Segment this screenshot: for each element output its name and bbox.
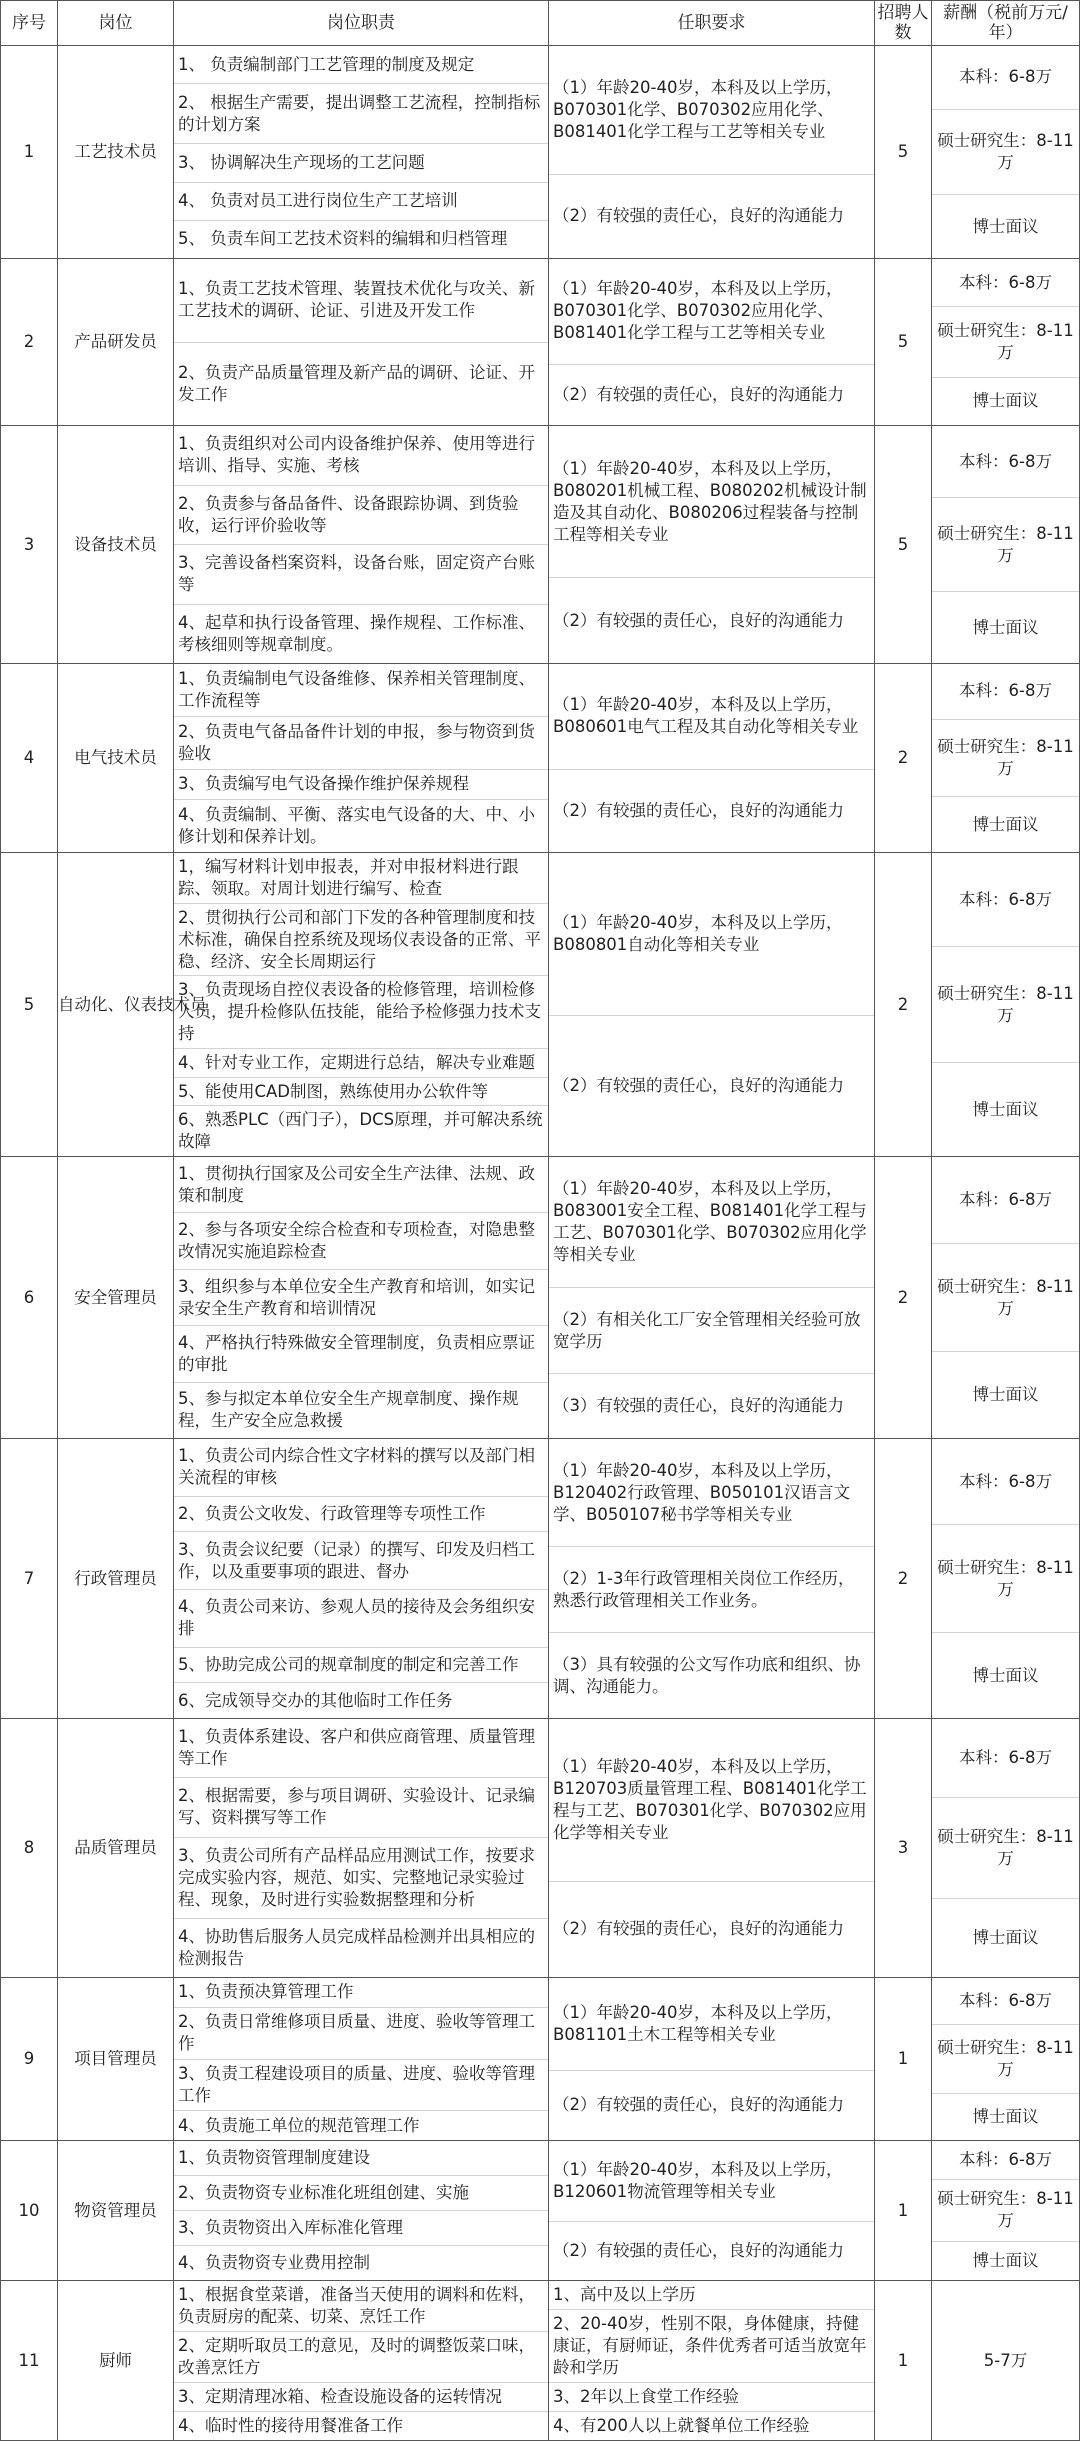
row-number: 11 (1, 2281, 58, 2441)
table-row (1, 1978, 1080, 2141)
position-name: 行政管理员 (58, 1439, 174, 1719)
duties-cell-line: 5、参与拟定本单位安全生产规章制度、操作规程，生产安全应急救援 (178, 1389, 519, 1431)
duties-cell-lines (174, 1978, 548, 2140)
requirements-cell (549, 2141, 875, 2281)
duties-cell-line: 3、定期清理冰箱、检查设施设备的运转情况 (174, 2383, 548, 2412)
duties-cell (174, 1978, 549, 2141)
duties-cell-line: 6、完成领导交办的其他临时工作任务 (178, 1690, 453, 1710)
salary-cell-lines (932, 2141, 1079, 2280)
duties-cell (174, 1157, 549, 1439)
row-number: 10 (1, 2141, 58, 2281)
position-name: 工艺技术员 (58, 46, 174, 259)
header-position: 岗位 (58, 1, 174, 46)
requirements-cell-line: （2）有较强的责任心，良好的沟通能力 (553, 610, 844, 630)
salary-cell-line: 硕士研究生：8-11万 (932, 2025, 1079, 2094)
requirements-cell (549, 1978, 875, 2141)
duties-cell-line: 3、负责编写电气设备操作维护保养规程 (174, 770, 548, 801)
duties-cell-line: 3、负责工程建设项目的质量、进度、验收等管理工作 (174, 2060, 548, 2112)
row-number: 6 (1, 1157, 58, 1439)
header-no: 序号 (1, 1, 58, 46)
duties-cell-lines (174, 2141, 548, 2280)
requirements-cell-line: （1）年龄20-40岁，本科及以上学历，B080201机械工程、B080202机械设计制造及其自动化、B080206过程装备与控制工程等相关专业 (549, 426, 874, 578)
header-requirements: 任职要求 (549, 1, 875, 46)
hire-count: 3 (875, 1719, 932, 1978)
salary-cell-lines (932, 46, 1079, 258)
requirements-cell-line: （1）年龄20-40岁，本科及以上学历，B081101土木工程等相关专业 (549, 1978, 874, 2071)
hire-count: 5 (875, 426, 932, 664)
salary-cell-line: 本科：6-8万 (932, 2141, 1079, 2180)
salary-cell (932, 664, 1080, 853)
duties-cell-line: 2、负责电气备品备件计划的申报，参与物资到货验收 (174, 717, 548, 770)
hire-count: 1 (875, 1978, 932, 2141)
requirements-cell-line: （2）有相关化工厂安全管理相关经验可放宽学历 (549, 1288, 874, 1375)
position-name: 物资管理员 (58, 2141, 174, 2281)
header-salary: 薪酬（税前万元/年） (932, 1, 1080, 46)
duties-cell-line: 2、负责日常维修项目质量、进度、验收等管理工作 (174, 2008, 548, 2060)
hire-count: 2 (875, 664, 932, 853)
requirements-cell (549, 664, 875, 853)
duties-cell-line: 4、负责公司来访、参观人员的接待及会务组织安排 (174, 1590, 548, 1648)
requirements-cell (549, 426, 875, 664)
hire-count: 5 (875, 46, 932, 259)
duties-cell-line: 4、负责编制、平衡、落实电气设备的大、中、小修计划和保养计划。 (178, 805, 535, 847)
salary-cell-line: 博士面议 (972, 216, 1039, 236)
salary-cell-line: 博士面议 (972, 2250, 1039, 2270)
table-header-row (1, 1, 1080, 46)
duties-cell-line: 4、负责物资专业费用控制 (178, 2253, 370, 2272)
duties-cell-line: 2、负责公文收发、行政管理等专项性工作 (174, 1497, 548, 1533)
salary-cell-line: 硕士研究生：8-11万 (932, 1525, 1079, 1633)
duties-cell-line: 4、起草和执行设备管理、操作规程、工作标准、考核细则等规章制度。 (178, 612, 535, 654)
duties-cell-line: 1、负责预决算管理工作 (174, 1978, 548, 2008)
duties-cell-line: 3、负责公司所有产品样品应用测试工作，按要求完成实验内容，规范、如实、完整地记录实验过程、现象，及时进行实验数据整理和分析 (174, 1838, 548, 1919)
duties-cell-line: 3、完善设备档案资料，设备台账，固定资产台账等 (174, 545, 548, 605)
salary-cell (932, 426, 1080, 664)
table-row (1, 426, 1080, 664)
requirements-cell-line: 3、2年以上食堂工作经验 (549, 2383, 874, 2412)
hire-count: 5 (875, 259, 932, 426)
salary-cell-line: 博士面议 (972, 1099, 1039, 1119)
salary-cell-lines (932, 1439, 1079, 1718)
table-row (1, 664, 1080, 853)
duties-cell-line: 4、临时性的接待用餐准备工作 (178, 2416, 403, 2435)
position-name: 电气技术员 (58, 664, 174, 853)
salary-cell (932, 2141, 1080, 2281)
position-name: 品质管理员 (58, 1719, 174, 1978)
duties-cell-line: 4、负责施工单位的规范管理工作 (178, 2115, 420, 2135)
table-row (1, 1719, 1080, 1978)
position-name: 产品研发员 (58, 259, 174, 426)
duties-cell-line: 2、负责参与备品备件、设备跟踪协调、到货验收，运行评价验收等 (174, 486, 548, 546)
requirements-cell-line: （2）有较强的责任心，良好的沟通能力 (553, 2095, 844, 2115)
duties-cell-line: 1、 负责编制部门工艺管理的制度及规定 (174, 46, 548, 84)
duties-cell (174, 426, 549, 664)
salary-cell-line: 本科：6-8万 (932, 46, 1079, 110)
table-row (1, 853, 1080, 1157)
duties-cell-line: 3、组织参与本单位安全生产教育和培训，如实记录安全生产教育和培训情况 (174, 1270, 548, 1326)
salary-cell-line: 硕士研究生：8-11万 (932, 947, 1079, 1063)
duties-cell (174, 2141, 549, 2281)
requirements-cell-line: （3）有较强的责任心，良好的沟通能力 (553, 1396, 844, 1416)
salary-cell-line: 博士面议 (972, 617, 1039, 637)
duties-cell-line: 2、贯彻执行公司和部门下发的各种管理制度和技术标准，确保自控系统及现场仪表设备的正常、平稳、经济、安全长周期运行 (174, 904, 548, 977)
requirements-cell-lines (549, 46, 874, 258)
salary-cell-line: 本科：6-8万 (932, 664, 1079, 720)
requirements-cell-line: （2）有较强的责任心，良好的沟通能力 (553, 384, 844, 404)
duties-cell-line: 1、负责公司内综合性文字材料的撰写以及部门相关流程的审核 (174, 1439, 548, 1497)
requirements-cell (549, 46, 875, 259)
requirements-cell-lines (549, 426, 874, 663)
header-count: 招聘人数 (875, 1, 932, 46)
duties-cell-line: 5、能使用CAD制图，熟练使用办公软件等 (174, 1078, 548, 1107)
salary-cell-line: 本科：6-8万 (932, 259, 1079, 307)
header-duties: 岗位职责 (174, 1, 549, 46)
duties-cell-line: 4、严格执行特殊做安全管理制度，负责相应票证的审批 (174, 1326, 548, 1382)
duties-cell-line: 2、根据需要，参与项目调研、实验设计、记录编写、资料撰写等工作 (174, 1778, 548, 1837)
duties-cell-line: 3、负责会议纪要（记录）的撰写、印发及归档工作，以及重要事项的跟进、督办 (174, 1532, 548, 1590)
salary-cell-line: 硕士研究生：8-11万 (932, 307, 1079, 377)
requirements-cell (549, 1439, 875, 1719)
duties-cell-line: 2、定期听取员工的意见，及时的调整饭菜口味，改善烹饪方 (174, 2332, 548, 2383)
salary-cell-lines (932, 664, 1079, 852)
duties-cell-line: 1、负责体系建设、客户和供应商管理、质量管理等工作 (174, 1719, 548, 1778)
duties-cell-line: 5、 负责车间工艺技术资料的编辑和归档管理 (178, 229, 508, 249)
salary-cell-line: 硕士研究生：8-11万 (932, 2180, 1079, 2241)
requirements-cell (549, 259, 875, 426)
row-number: 3 (1, 426, 58, 664)
salary-cell-line: 博士面议 (972, 1665, 1039, 1685)
requirements-cell-lines (549, 2281, 874, 2440)
salary-cell-line: 博士面议 (972, 391, 1039, 411)
duties-cell (174, 853, 549, 1157)
duties-cell (174, 664, 549, 853)
table-row (1, 2281, 1080, 2441)
salary-cell (932, 2281, 1080, 2441)
salary-cell-line: 本科：6-8万 (932, 853, 1079, 947)
requirements-cell-line: （2）有较强的责任心，良好的沟通能力 (553, 1076, 844, 1095)
salary-cell-line: 博士面议 (972, 2107, 1039, 2126)
position-name: 安全管理员 (58, 1157, 174, 1439)
duties-cell-line: 4、协助售后服务人员完成样品检测并出具相应的检测报告 (178, 1926, 535, 1968)
hire-count: 1 (875, 2281, 932, 2441)
duties-cell (174, 259, 549, 426)
salary-cell-lines (932, 853, 1079, 1156)
duties-cell-line: 3、 协调解决生产现场的工艺问题 (174, 144, 548, 182)
requirements-cell-lines (549, 664, 874, 852)
salary-cell (932, 259, 1080, 426)
row-number: 7 (1, 1439, 58, 1719)
requirements-cell-line: 4、有200人以上就餐单位工作经验 (553, 2416, 810, 2435)
duties-cell-lines (174, 46, 548, 258)
duties-cell-line: 1、负责工艺技术管理、装置技术优化与攻关、新工艺技术的调研、论证、引进及开发工作 (174, 259, 548, 343)
row-number: 2 (1, 259, 58, 426)
salary-cell-line: 本科：6-8万 (932, 426, 1079, 498)
salary-cell-lines (932, 259, 1079, 425)
requirements-cell-lines (549, 853, 874, 1156)
salary-cell-line: 博士面议 (972, 1385, 1039, 1405)
requirements-cell-lines (549, 1978, 874, 2140)
row-number: 9 (1, 1978, 58, 2141)
hire-count: 1 (875, 2141, 932, 2281)
hire-count: 2 (875, 1157, 932, 1439)
salary-cell (932, 1157, 1080, 1439)
duties-cell (174, 1719, 549, 1978)
salary-cell-line: 硕士研究生：8-11万 (932, 1244, 1079, 1353)
requirements-cell-line: （2）1-3年行政管理相关岗位工作经历，熟悉行政管理相关工作业务。 (549, 1547, 874, 1633)
duties-cell (174, 2281, 549, 2441)
salary-cell (932, 1719, 1080, 1978)
duties-cell-line: 2、 根据生产需要，提出调整工艺流程，控制指标的计划方案 (174, 84, 548, 144)
duties-cell-lines (174, 1439, 548, 1718)
duties-cell-lines (174, 1157, 548, 1438)
salary-cell-line: 硕士研究生：8-11万 (932, 110, 1079, 196)
requirements-cell-lines (549, 2141, 874, 2280)
requirements-cell-line: （1）年龄20-40岁，本科及以上学历，B120703质量管理工程、B081401化学工程与工艺、B070301化学、B070302应用化学等相关专业 (549, 1719, 874, 1882)
salary-cell (932, 1439, 1080, 1719)
salary-cell (932, 1978, 1080, 2141)
row-number: 8 (1, 1719, 58, 1978)
duties-cell-line: 3、负责现场自控仪表设备的检修管理，培训检修人员，提升检修队伍技能，能给予检修强力技术支持 (174, 976, 548, 1049)
duties-cell (174, 1439, 549, 1719)
duties-cell-lines (174, 664, 548, 852)
duties-cell-line: 1、根据食堂菜谱，准备当天使用的调料和佐料，负责厨房的配菜、切菜、烹饪工作 (174, 2281, 548, 2332)
requirements-cell-line: （1）年龄20-40岁，本科及以上学历，B120601物流管理等相关专业 (549, 2141, 874, 2222)
duties-cell-line: 3、负责物资出入库标准化管理 (174, 2211, 548, 2246)
requirements-cell-line: 1、高中及以上学历 (549, 2281, 874, 2310)
requirements-cell-line: （1）年龄20-40岁，本科及以上学历，B120402行政管理、B050101汉语言文学、B050107秘书学等相关专业 (549, 1439, 874, 1547)
table-row (1, 259, 1080, 426)
table-row (1, 1439, 1080, 1719)
duties-cell (174, 46, 549, 259)
requirements-cell-line: （2）有较强的责任心，良好的沟通能力 (553, 2241, 844, 2260)
requirements-cell-line: （2）有较强的责任心，良好的沟通能力 (553, 800, 844, 820)
requirements-cell-line: （1）年龄20-40岁，本科及以上学历，B070301化学、B070302应用化学、B081401化学工程与工艺等相关专业 (549, 46, 874, 175)
requirements-cell (549, 1719, 875, 1978)
position-name: 项目管理员 (58, 1978, 174, 2141)
duties-cell-line: 6、熟悉PLC（西门子），DCS原理，并可解决系统故障 (178, 1110, 543, 1152)
salary-cell-line: 本科：6-8万 (932, 1978, 1079, 2025)
salary-cell-line: 本科：6-8万 (932, 1719, 1079, 1798)
duties-cell-line: 1、负责组织对公司内设备维护保养、使用等进行培训、指导、实施、考核 (174, 426, 548, 486)
requirements-cell (549, 853, 875, 1157)
duties-cell-line: 5、协助完成公司的规章制度的制定和完善工作 (174, 1648, 548, 1684)
requirements-cell-lines (549, 259, 874, 425)
duties-cell-lines (174, 2281, 548, 2440)
row-number: 1 (1, 46, 58, 259)
position-name: 厨师 (58, 2281, 174, 2441)
salary-cell-lines (932, 1157, 1079, 1438)
position-name: 设备技术员 (58, 426, 174, 664)
duties-cell-line: 4、 负责对员工进行岗位生产工艺培训 (174, 183, 548, 221)
requirements-cell-line: （1）年龄20-40岁，本科及以上学历，B083001安全工程、B081401化学工程与工艺、B070301化学、B070302应用化学等相关专业 (549, 1157, 874, 1288)
salary-cell-line: 硕士研究生：8-11万 (932, 498, 1079, 592)
duties-cell-line: 4、针对专业工作，定期进行总结，解决专业难题 (174, 1049, 548, 1078)
duties-cell-lines (174, 426, 548, 663)
duties-cell-lines (174, 259, 548, 425)
duties-cell-line: 2、负责产品质量管理及新产品的调研、论证、开发工作 (178, 362, 535, 404)
salary-cell (932, 46, 1080, 259)
salary-cell-lines (932, 426, 1079, 663)
salary-cell-lines (932, 1719, 1079, 1977)
hire-count: 2 (875, 853, 932, 1157)
salary-cell-line: 博士面议 (972, 1928, 1039, 1947)
requirements-cell-lines (549, 1439, 874, 1718)
requirements-cell-line: （1）年龄20-40岁，本科及以上学历，B080801自动化等相关专业 (549, 853, 874, 1016)
requirements-cell-line: （1）年龄20-40岁，本科及以上学历，B070301化学、B070302应用化学、B081401化学工程与工艺等相关专业 (549, 259, 874, 365)
duties-cell-line: 2、参与各项安全综合检查和专项检查，对隐患整改情况实施追踪检查 (174, 1213, 548, 1269)
duties-cell-line: 1、负责编制电气设备维修、保养相关管理制度、工作流程等 (174, 664, 548, 717)
duties-cell-line: 1、负责物资管理制度建设 (174, 2141, 548, 2176)
salary-cell-line: 本科：6-8万 (932, 1157, 1079, 1244)
duties-cell-line: 1，编写材料计划申报表，并对申报材料进行跟踪、领取。对周计划进行编写、检查 (174, 853, 548, 904)
requirements-cell-lines (549, 1157, 874, 1438)
requirements-cell (549, 1157, 875, 1439)
salary-cell-line: 博士面议 (972, 814, 1039, 834)
requirements-cell-line: （3）具有较强的公文写作功底和组织、协调、沟通能力。 (553, 1654, 861, 1696)
requirements-cell-line: （2）有较强的责任心，良好的沟通能力 (553, 206, 844, 226)
row-number: 5 (1, 853, 58, 1157)
salary-cell (932, 853, 1080, 1157)
salary-cell-lines (932, 1978, 1079, 2140)
requirements-cell-line: 2、20-40岁，性别不限，身体健康，持健康证，有厨师证，条件优秀者可适当放宽年龄和学历 (549, 2310, 874, 2383)
duties-cell-line: 1、贯彻执行国家及公司安全生产法律、法规、政策和制度 (174, 1157, 548, 1213)
salary-cell-line: 5-7万 (983, 2350, 1028, 2370)
table-row (1, 2141, 1080, 2281)
salary-cell-lines (932, 2281, 1079, 2440)
requirements-cell-lines (549, 1719, 874, 1977)
table-row (1, 1157, 1080, 1439)
requirements-cell-line: （2）有较强的责任心，良好的沟通能力 (553, 1919, 844, 1939)
salary-cell-line: 硕士研究生：8-11万 (932, 720, 1079, 798)
position-name: 自动化、仪表技术员 (58, 853, 174, 1157)
duties-cell-line: 2、负责物资专业标准化班组创建、实施 (174, 2176, 548, 2211)
salary-cell-line: 本科：6-8万 (932, 1439, 1079, 1525)
requirements-cell-line: （1）年龄20-40岁，本科及以上学历，B080601电气工程及其自动化等相关专业 (549, 664, 874, 770)
salary-cell-line: 硕士研究生：8-11万 (932, 1798, 1079, 1899)
requirements-cell (549, 2281, 875, 2441)
duties-cell-lines (174, 1719, 548, 1977)
duties-cell-lines (174, 853, 548, 1156)
table-row (1, 46, 1080, 259)
row-number: 4 (1, 664, 58, 853)
hire-count: 2 (875, 1439, 932, 1719)
